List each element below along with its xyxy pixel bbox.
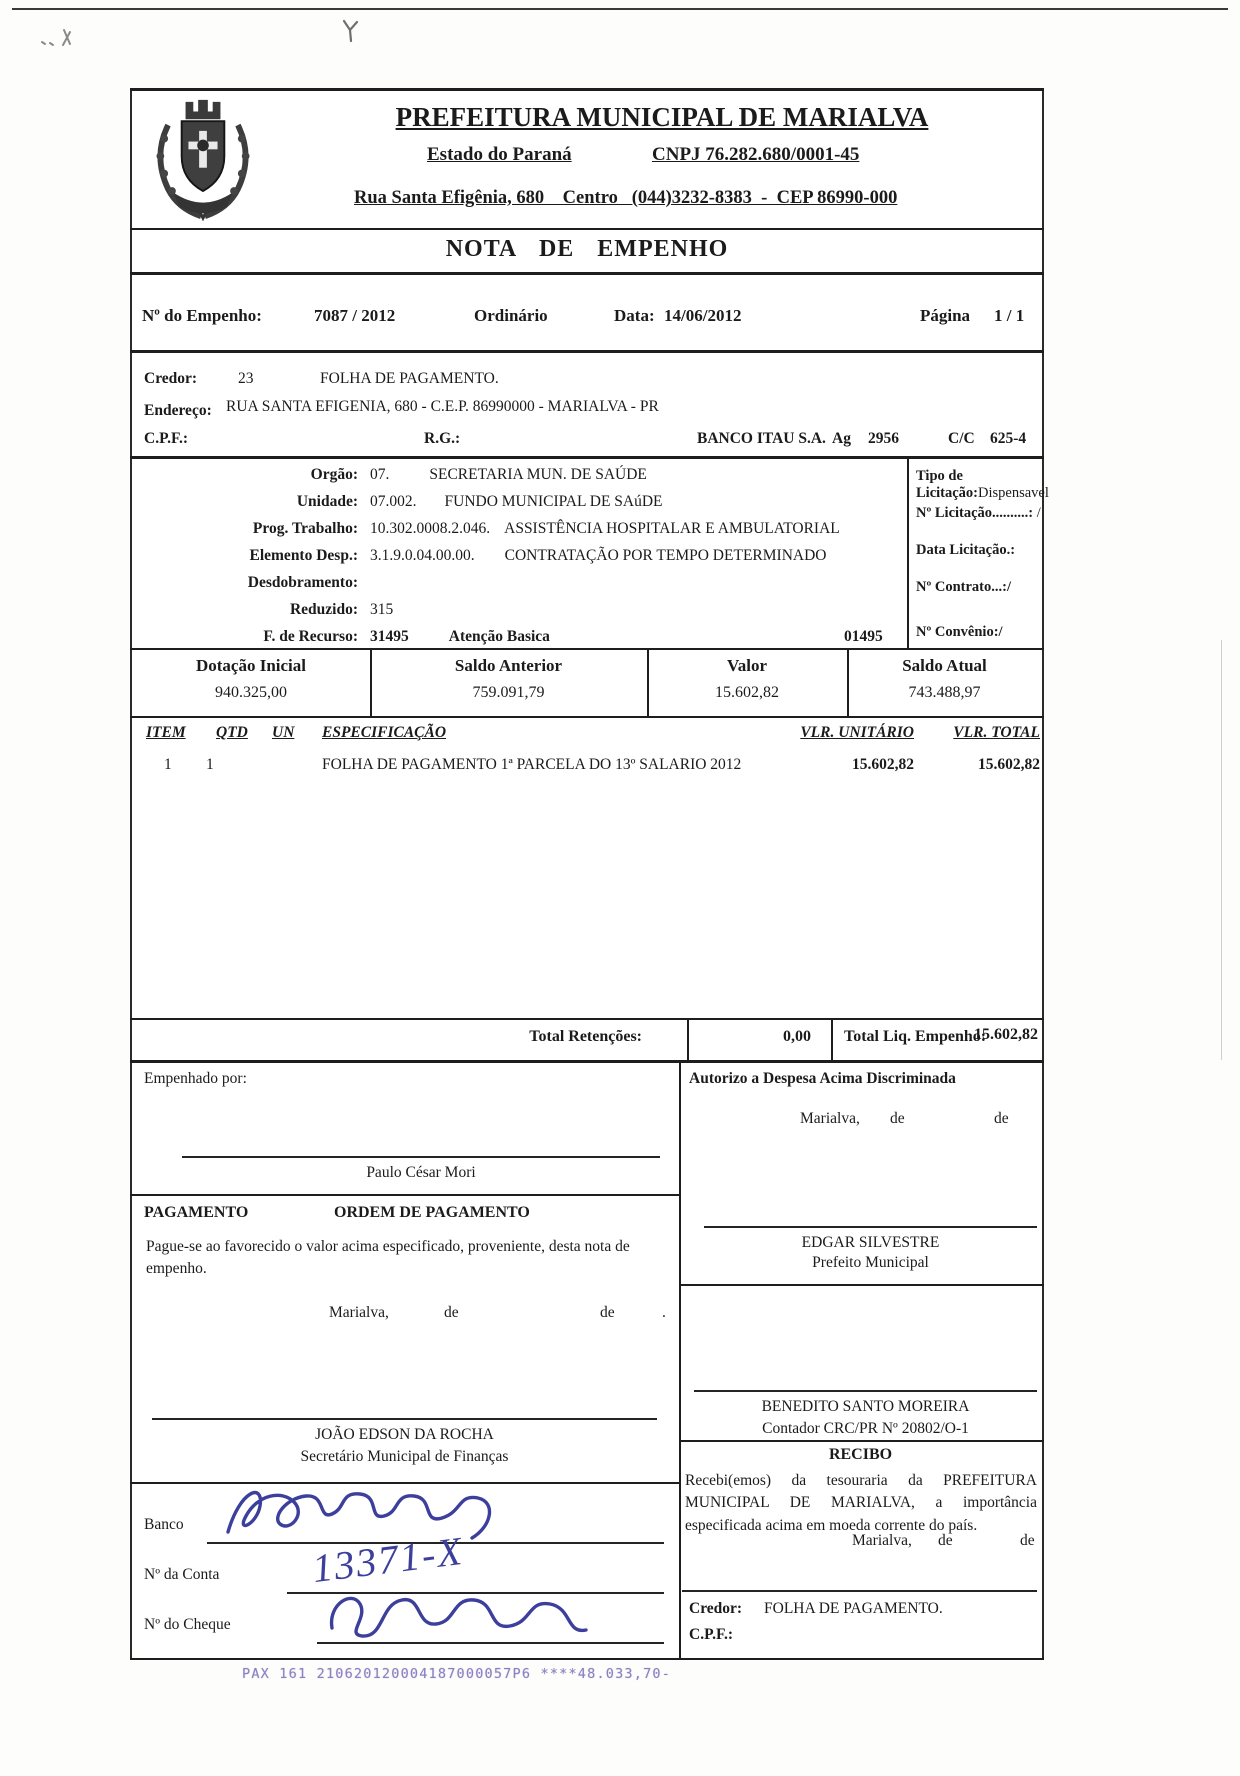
saldo-value: 759.091,79 (472, 684, 545, 701)
credor-label: Credor: (144, 370, 198, 387)
budget-label: Orgão: (310, 466, 358, 483)
rule (130, 228, 1044, 230)
signature-line (694, 1390, 1037, 1392)
saldo-header: Dotação Inicial (195, 656, 307, 675)
de-label: de (938, 1532, 953, 1549)
licitacao-label: Nº Contrato...:/ (916, 579, 1011, 595)
cidade-data-line: Marialva, (852, 1532, 912, 1549)
licitacao-row (916, 579, 1011, 596)
rule (679, 1284, 1044, 1286)
budget-label: Prog. Trabalho: (252, 520, 358, 537)
licitacao-label: Tipo de Licitação: (916, 468, 979, 501)
signature-line (682, 1590, 1037, 1592)
rule (130, 648, 1044, 650)
recibo-cpf-label: C.P.F.: (689, 1626, 734, 1643)
rule (831, 1018, 833, 1060)
budget-row (140, 628, 550, 646)
empenho-label: Nº do Empenho: (142, 306, 262, 325)
budget-row (140, 574, 358, 592)
document-frame (130, 88, 1049, 1660)
licitacao-label: Nº Licitação..........: (916, 505, 1034, 521)
budget-code: 07.002. (370, 493, 417, 510)
pagina-label: Página (920, 306, 971, 325)
cpf-label: C.P.F.: (144, 430, 189, 447)
ordem-pagamento-title: ORDEM DE PAGAMENTO (334, 1204, 530, 1221)
rule (130, 1018, 1044, 1020)
total-retencoes-label: Total Retenções: (529, 1028, 642, 1045)
item-qtd: 1 (206, 756, 214, 773)
budget-row (140, 493, 663, 511)
cidade-data-line: Marialva, (800, 1110, 860, 1127)
rule (130, 1060, 1044, 1063)
signature-line (152, 1418, 657, 1420)
budget-label: F. de Recurso: (263, 628, 358, 645)
licitacao-label: Nº Convênio:/ (916, 624, 1003, 640)
licitacao-label: Data Licitação.: (916, 542, 1016, 558)
saldo-value: 743.488,97 (908, 684, 981, 701)
autorizo-title: Autorizo a Despesa Acima Discriminada (689, 1070, 956, 1087)
pen-mark (338, 18, 364, 44)
rule (130, 272, 1044, 275)
endereco-label: Endereço: (144, 402, 212, 419)
de-label: de (994, 1110, 1009, 1127)
licitacao-value: / (1036, 505, 1041, 521)
bank-validation-stamp: PAX 161 210620120004187000057P6 ****48.033,70- (242, 1666, 672, 1682)
pen-mark (38, 26, 78, 52)
scan-top-line (12, 8, 1228, 10)
budget-code: 3.1.9.0.04.00.00. (370, 547, 475, 564)
budget-desc: Atenção Basica (448, 628, 550, 645)
contador-nome: BENEDITO SANTO MOREIRA (761, 1398, 970, 1415)
de-label: de (444, 1304, 459, 1321)
rule (130, 1194, 681, 1196)
cidade-data-line: Marialva, (329, 1304, 389, 1321)
budget-label: Reduzido: (289, 601, 358, 618)
agencia-value: 2956 (868, 430, 899, 447)
conta-corrente-value: 625-4 (990, 430, 1027, 447)
rule (130, 350, 1044, 353)
item-vlr-unitario: 15.602,82 (852, 756, 914, 773)
banco-label: Banco (144, 1516, 184, 1533)
banco-itau-label: BANCO ITAU S.A. (697, 430, 826, 447)
endereco-value: RUA SANTA EFIGENIA, 680 - C.E.P. 86990000 - MARIALVA - PR (226, 398, 659, 415)
coat-of-arms-logo (144, 96, 262, 222)
item-num: 1 (164, 756, 172, 773)
rule (679, 1060, 681, 1660)
pagina-value: 1 / 1 (994, 306, 1025, 325)
itens-header-item: ITEM (146, 724, 186, 741)
agencia-label: Ag (832, 430, 851, 447)
saldo-header: Valor (727, 656, 767, 675)
budget-label: Elemento Desp.: (249, 547, 358, 564)
conta-corrente-label: C/C (948, 430, 975, 447)
doc-title: NOTA DE EMPENHO (445, 236, 729, 262)
contador-cargo: Contador CRC/PR Nº 20802/O-1 (762, 1420, 969, 1437)
itens-header-qtd: QTD (216, 724, 248, 741)
empenhado-nome: Paulo César Mori (366, 1164, 476, 1181)
licitacao-row (916, 468, 1049, 502)
rg-label: R.G.: (424, 430, 461, 447)
prefeitura-title (302, 102, 1022, 133)
budget-desc: FUNDO MUNICIPAL DE SAúDE (444, 493, 663, 510)
secretario-nome: JOÃO EDSON DA ROCHA (315, 1426, 494, 1443)
budget-desc: CONTRATAÇÃO POR TEMPO DETERMINADO (504, 547, 827, 564)
budget-label: Unidade: (296, 493, 358, 510)
budget-row (140, 466, 647, 484)
itens-header-espec: ESPECIFICAÇÃO (322, 724, 447, 741)
item-vlr-total: 15.602,82 (978, 756, 1040, 773)
recurso-num: 01495 (844, 628, 883, 645)
item-espec: FOLHA DE PAGAMENTO 1ª PARCELA DO 13º SALARIO 2012 (322, 756, 742, 773)
budget-code: 10.302.0008.2.046. (370, 520, 491, 537)
itens-header-un: UN (272, 724, 295, 741)
budget-row (140, 520, 840, 538)
recibo-text: Recebi(emos) da tesouraria da PREFEITURA MUNICIPAL DE MARIALVA, a importância especificada acima em moeda corrente do país. (685, 1472, 1037, 1534)
rule (907, 456, 909, 648)
banco-signature (220, 1480, 510, 1546)
empenhado-label: Empenhado por: (144, 1070, 247, 1087)
licitacao-row (916, 624, 1003, 641)
saldo-value: 940.325,00 (215, 684, 287, 701)
estado-label: Estado do Paraná (427, 144, 572, 165)
budget-code: 07. (370, 466, 390, 483)
pagamento-title: PAGAMENTO (144, 1204, 249, 1221)
licitacao-value: Dispensavel (978, 485, 1049, 501)
conta-label: Nº da Conta (144, 1566, 220, 1583)
empenho-data-label: Data: (614, 306, 655, 325)
rule (679, 1440, 1044, 1442)
budget-row (140, 547, 826, 565)
signature-line (704, 1226, 1037, 1228)
pague-se-text: Pague-se ao favorecido o valor acima especificado, proveniente, desta nota de empenho. (146, 1238, 630, 1278)
itens-header-vlr-total: VLR. TOTAL (953, 724, 1040, 741)
empenho-tipo: Ordinário (474, 306, 548, 325)
recibo-title: RECIBO (828, 1446, 893, 1463)
address-line: Rua Santa Efigênia, 680 Centro (044)3232-8383 - CEP 86990-000 (354, 188, 898, 208)
credor-code: 23 (238, 370, 254, 387)
cheque-signature (322, 1586, 602, 1648)
de-label: de (600, 1304, 615, 1321)
itens-header-vlr-unitario: VLR. UNITÁRIO (800, 724, 914, 741)
total-liq-value: 15.602,82 (974, 1026, 1038, 1043)
prefeitura-title-text: PREFEITURA MUNICIPAL DE MARIALVA (395, 102, 929, 132)
total-retencoes-value: 0,00 (783, 1028, 811, 1045)
budget-label: Desdobramento: (247, 574, 358, 591)
recibo-credor-value: FOLHA DE PAGAMENTO. (764, 1600, 943, 1617)
budget-code: 31495 (370, 628, 409, 645)
total-liq-label: Total Liq. Empenho: (844, 1028, 987, 1045)
de-label: de (1020, 1532, 1035, 1549)
credor-name: FOLHA DE PAGAMENTO. (320, 370, 499, 387)
period-mark: . (662, 1304, 666, 1321)
de-label: de (890, 1110, 905, 1127)
recibo-credor-label: Credor: (689, 1600, 743, 1617)
saldo-header: Saldo Atual (902, 656, 987, 675)
budget-desc: ASSISTÊNCIA HOSPITALAR E AMBULATORIAL (504, 520, 840, 537)
secretario-cargo: Secretário Municipal de Finanças (300, 1448, 509, 1465)
empenho-number: 7087 / 2012 (314, 306, 396, 325)
empenho-data: 14/06/2012 (664, 306, 742, 325)
saldo-header: Saldo Anterior (454, 656, 563, 675)
rule (130, 88, 1044, 91)
cnpj-label: CNPJ 76.282.680/0001-45 (652, 144, 860, 165)
conta-handwriting: 13371-X (309, 1527, 466, 1592)
prefeito-cargo: Prefeito Municipal (812, 1254, 929, 1271)
scan-right-line (1221, 640, 1222, 1060)
budget-code: 315 (370, 601, 394, 618)
cheque-label: Nº do Cheque (144, 1616, 231, 1633)
rule (130, 1658, 1044, 1660)
licitacao-row (916, 542, 1015, 559)
rule (130, 716, 1044, 718)
signature-line (182, 1156, 660, 1158)
prefeito-nome: EDGAR SILVESTRE (801, 1234, 940, 1251)
budget-row (140, 601, 393, 619)
budget-desc: SECRETARIA MUN. DE SAÚDE (429, 466, 647, 483)
saldo-value: 15.602,82 (715, 684, 779, 701)
licitacao-row (916, 505, 1041, 522)
